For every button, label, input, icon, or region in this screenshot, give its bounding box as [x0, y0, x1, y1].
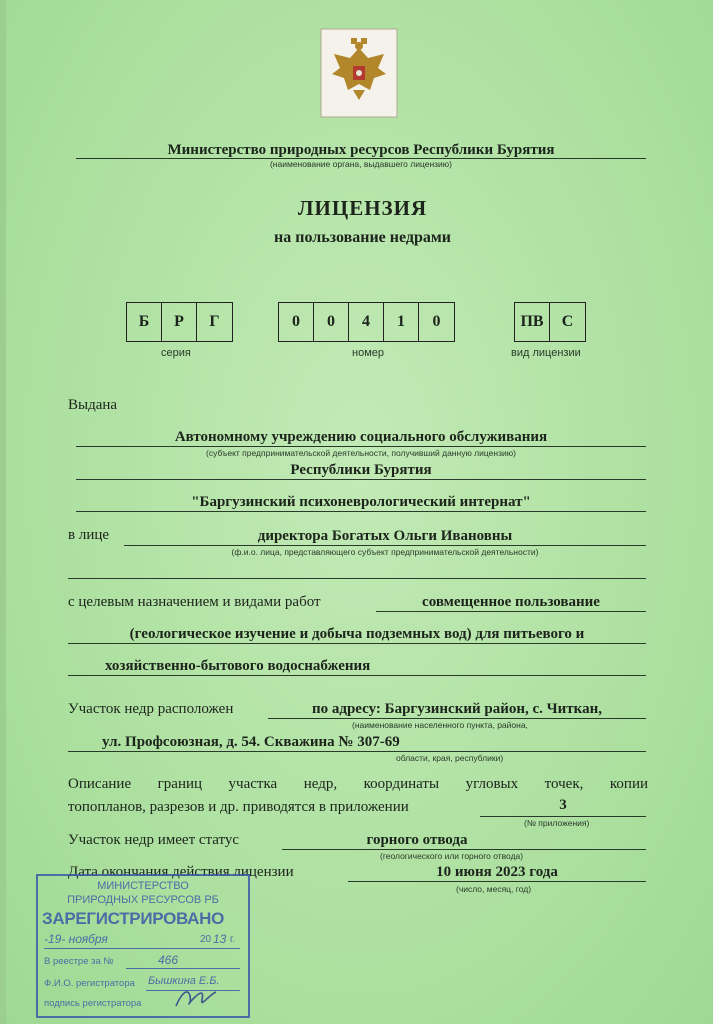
location-line-1: по адресу: Баргузинский район, с. Читкан, [311, 701, 602, 717]
registration-stamp [36, 874, 250, 1018]
purpose-line-1: совмещенное пользование [422, 594, 600, 610]
location-caption-2: области, края, республики) [396, 753, 504, 763]
number-digit: 4 [349, 303, 384, 341]
stamp-title: ЗАРЕГИСТРИРОВАНО [42, 909, 225, 928]
series-char: Р [162, 303, 197, 341]
licensee-caption: (субъект предпринимательской деятельности, получивший данную лицензию) [206, 448, 516, 458]
licensee-line-2: Республики Бурятия [290, 462, 432, 478]
representative-caption: (ф.и.о. лица, представляющего субъект предпринимательской деятельности) [231, 547, 539, 557]
series-char: Б [127, 303, 162, 341]
purpose-line-3: хозяйственно-бытового водоснабжения [105, 658, 371, 674]
type-caption: вид лицензии [511, 347, 581, 359]
series-char: Г [209, 313, 220, 330]
stamp-line-2: ПРИРОДНЫХ РЕСУРСОВ РБ [67, 894, 219, 906]
document-subtitle: на пользование недрами [274, 229, 451, 246]
coat-of-arms-emblem [320, 28, 398, 118]
licensee-line-1: Автономному учреждению социального обслуживания [174, 429, 548, 445]
expiry-caption: (число, месяц, год) [456, 884, 532, 894]
stamp-registrar-name: Бышкина Е.Б. [148, 975, 220, 987]
stamp-registry-label: В реестре за № [44, 956, 114, 967]
issued-label: Выдана [68, 397, 118, 413]
stamp-registry-number: 466 [158, 953, 179, 967]
appendix-text-1: Описание границ участка недр, координаты угловых точек, копии [68, 776, 648, 792]
status-value: горного отвода [366, 832, 468, 848]
stamp-signature-label: подпись регистратора [44, 998, 142, 1009]
appendix-caption: (№ приложения) [524, 818, 590, 828]
expiry-label: Дата окончания действия лицензии [68, 864, 294, 880]
status-caption: (геологического или горного отвода) [380, 851, 524, 861]
licensee-line-3: "Баргузинский психоневрологический интернат" [191, 494, 531, 510]
stamp-date-handwritten: -19- ноября [44, 932, 108, 946]
authority-caption: (наименование органа, выдавшего лицензию) [269, 159, 453, 169]
location-line-2: ул. Профсоюзная, д. 54. Скважина № 307-69 [102, 734, 400, 750]
registrar-signature [170, 984, 220, 1017]
issuing-authority: Министерство природных ресурсов Республики Бурятия [167, 142, 555, 158]
number-box [278, 302, 455, 342]
type-code: ПВ [515, 303, 550, 341]
type-code: С [561, 313, 574, 330]
number-caption: номер [352, 347, 384, 359]
location-label: Участок недр расположен [68, 701, 234, 717]
stamp-registrar-label: Ф.И.О. регистратора [44, 978, 135, 989]
stamp-year-suffix: г. [230, 934, 236, 945]
document-title: ЛИЦЕНЗИЯ [297, 196, 428, 220]
number-digit: 0 [279, 303, 314, 341]
location-caption-1: (наименование населенного пункта, района, [352, 720, 528, 730]
number-digit: 0 [432, 313, 441, 330]
expiry-value: 10 июня 2023 года [436, 864, 558, 880]
stamp-year-prefix: 20 [200, 934, 212, 945]
number-digit: 1 [384, 303, 419, 341]
number-digit: 0 [314, 303, 349, 341]
stamp-line-1: МИНИСТЕРСТВО [97, 880, 189, 892]
representative-label: в лице [68, 527, 110, 543]
purpose-label: с целевым назначением и видами работ [68, 594, 321, 610]
stamp-year-handwritten: 13 [213, 932, 227, 946]
status-label: Участок недр имеет статус [68, 832, 240, 848]
appendix-text-2: топопланов, разрезов и др. приводятся в приложении [68, 799, 409, 815]
series-caption: серия [161, 347, 191, 359]
appendix-number: 3 [559, 797, 567, 813]
purpose-line-2: (геологическое изучение и добыча подземных вод) для питьевого и [129, 626, 585, 642]
representative-value: директора Богатых Ольги Ивановны [257, 528, 513, 544]
series-box [126, 302, 233, 342]
type-box [514, 302, 586, 342]
